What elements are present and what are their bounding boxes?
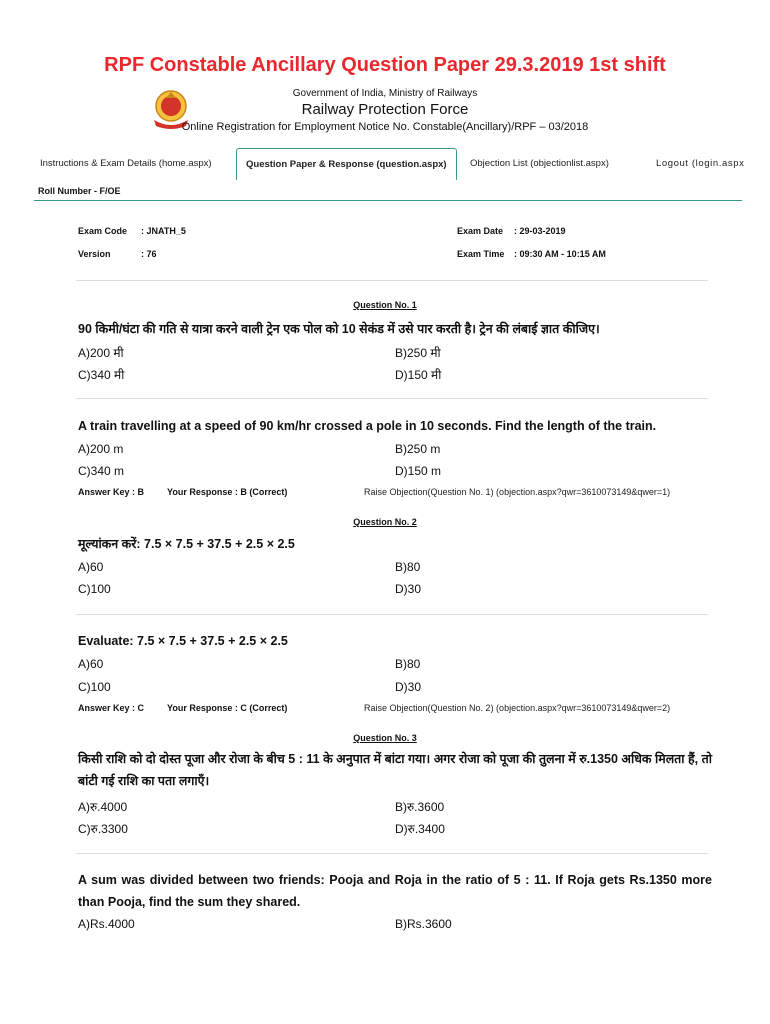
details-divider [76,280,708,281]
option-b: B)Rs.3600 [395,917,452,931]
answer-key: Answer Key : C [78,703,145,713]
government-line: Government of India, Ministry of Railways [292,88,478,99]
question-text-hindi: किसी राशि को दो दोस्त पूजा और रोजा के बीच 5 : 11 के अनुपात में बांटा गया। अगर रोजा को पूजा की तुलना में रु.1350 अधिक मिलता हैं, तो बांटी गई राशि का पता लगाएँ। [78,752,712,788]
exam-time-value: : 09:30 AM - 10:15 AM [514,249,606,259]
language-divider [76,398,708,399]
answer-key: Answer Key : B [78,487,145,497]
tab-logout[interactable]: Logout (login.aspx [656,158,745,169]
exam-code-value: : JNATH_5 [141,226,186,236]
nav-tabs [34,148,770,180]
exam-code-label: Exam Code [78,226,128,236]
option-b: B)250 m [395,442,441,456]
option-b: B)80 [395,560,421,574]
exam-date-value: : 29-03-2019 [514,226,566,236]
question-text-hindi: मूल्यांकन करें: 7.5 × 7.5 + 37.5 + 2.5 × 2.5 [78,537,295,551]
option-a: A)200 m [78,442,124,456]
question-number: Question No. 1 [353,300,417,310]
roll-number: Roll Number - F/OE [38,186,121,196]
your-response: Your Response : B (Correct) [167,487,288,497]
organization-name: Railway Protection Force [301,101,469,118]
version-label: Version [78,249,111,259]
question-number: Question No. 2 [353,517,417,527]
tab-question-paper[interactable]: Question Paper & Response (question.aspx) [236,148,457,180]
option-d: D)30 [395,680,422,694]
notice-line: Online Registration for Employment Notice No. Constable(Ancillary)/RPF – 03/2018 [181,121,589,133]
option-a: A)200 मी [78,346,124,360]
your-response: Your Response : C (Correct) [167,703,288,713]
exam-date-label: Exam Date [457,226,504,236]
language-divider [76,853,708,854]
option-b: B)रु.3600 [395,800,445,814]
option-b: B)80 [395,657,421,671]
option-b: B)250 मी [395,346,441,360]
option-c: C)100 [78,582,111,596]
option-a: A)रु.4000 [78,800,128,814]
roll-divider [34,200,742,201]
language-divider [76,614,708,615]
option-a: A)60 [78,657,104,671]
option-d: D)150 मी [395,368,442,382]
option-d: D)रु.3400 [395,822,445,836]
tab-instructions[interactable]: Instructions & Exam Details (home.aspx) [40,158,212,169]
option-d: D)150 m [395,464,442,478]
question-number: Question No. 3 [353,733,417,743]
option-d: D)30 [395,582,422,596]
option-a: A)60 [78,560,104,574]
raise-objection-link[interactable]: Raise Objection(Question No. 2) (objection.aspx?qwr=3610073149&qwer=2) [364,703,671,713]
question-text-hindi: 90 किमी/घंटा की गति से यात्रा करने वाली ट्रेन एक पोल को 10 सेकंड में उसे पार करती है। ट्रेन की लंबाई ज्ञात कीजिए। [78,322,600,336]
option-c: C)रु.3300 [78,822,128,836]
exam-time-label: Exam Time [457,249,505,259]
tab-objection-list[interactable]: Objection List (objectionlist.aspx) [470,158,609,169]
question-text-english: A train travelling at a speed of 90 km/hr crossed a pole in 10 seconds. Find the length of the train. [78,419,657,433]
page-title: RPF Constable Ancillary Question Paper 29.3.2019 1st shift [104,54,666,76]
option-c: C)340 m [78,464,125,478]
option-c: C)100 [78,680,111,694]
question-text-english: A sum was divided between two friends: Pooja and Roja in the ratio of 5 : 11. If Roja gets Rs.1350 more than Pooja, find the sum they shared. [78,873,712,909]
option-c: C)340 मी [78,368,125,382]
question-text-english: Evaluate: 7.5 × 7.5 + 37.5 + 2.5 × 2.5 [78,634,288,648]
option-a: A)Rs.4000 [78,917,135,931]
version-value: : 76 [141,249,157,259]
raise-objection-link[interactable]: Raise Objection(Question No. 1) (objection.aspx?qwr=3610073149&qwer=1) [364,487,671,497]
